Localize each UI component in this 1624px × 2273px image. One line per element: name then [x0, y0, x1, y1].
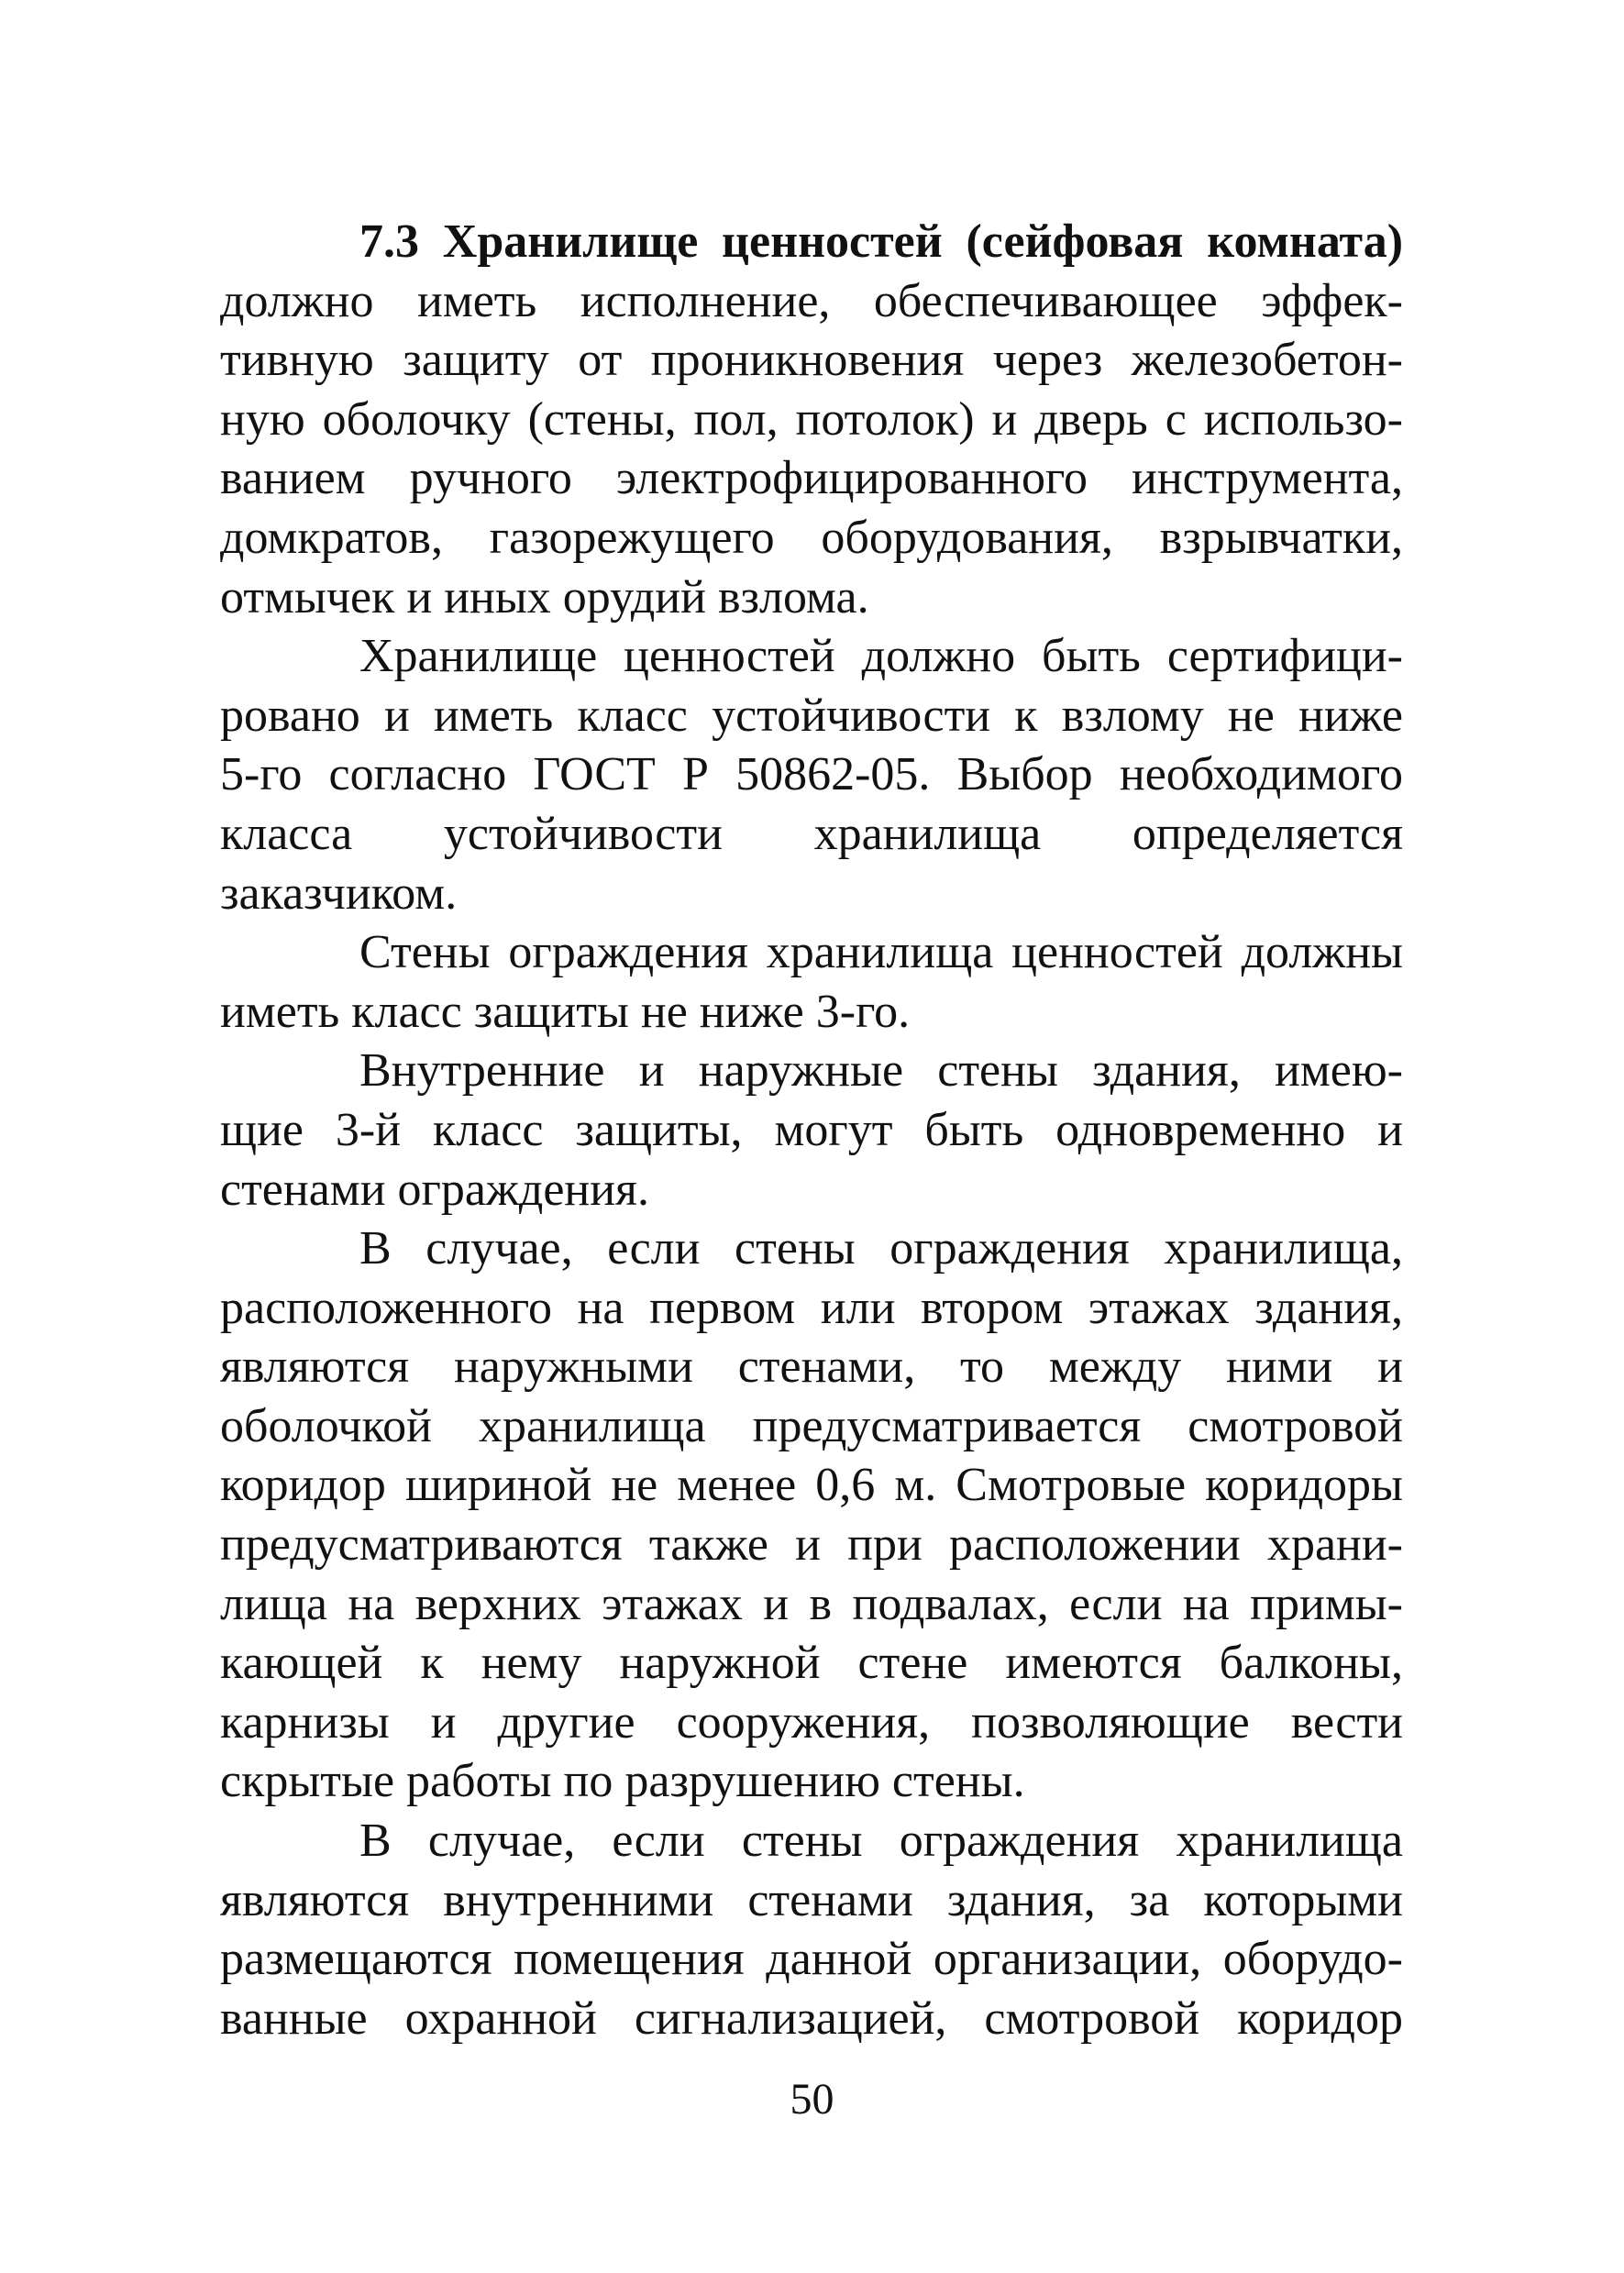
paragraph-first-line: В случае, если стены ограждения хранилища	[359, 1815, 1403, 1868]
text-line: являются внутренними стенами здания, за которыми	[220, 1873, 1403, 1926]
text-line: щие 3-й класс защиты, могут быть одновременно и	[220, 1103, 1403, 1156]
paragraph-first-line: Хранилище ценностей должно быть сертифици-	[359, 630, 1403, 683]
text-line: должно иметь исполнение, обеспечивающее эффек-	[220, 274, 1403, 327]
paragraph-first-line: В случае, если стены ограждения хранилища,	[359, 1222, 1403, 1275]
text-line: расположенного на первом или втором этажах здания,	[220, 1281, 1403, 1334]
section-title: Хранилище ценностей (сейфовая комната)	[442, 215, 1404, 268]
text-line: стенами ограждения.	[220, 1163, 649, 1216]
text-line: ванием ручного электрофицированного инструмента,	[220, 452, 1403, 505]
text-line: оболочкой хранилища предусматривается смотровой	[220, 1399, 1403, 1452]
text-line: ровано и иметь класс устойчивости к взлому не ниже	[220, 689, 1403, 742]
text-line: 5-го согласно ГОСТ Р 50862-05. Выбор необходимого	[220, 748, 1403, 801]
text-line: карнизы и другие сооружения, позволяющие вести	[220, 1695, 1403, 1749]
text-line: заказчиком.	[220, 866, 458, 920]
text-line: тивную защиту от проникновения через железобетон-	[220, 334, 1403, 387]
text-line: иметь класс защиты не ниже 3-го.	[220, 985, 911, 1038]
text-line: лища на верхних этажах и в подвалах, если на примы-	[220, 1577, 1403, 1630]
body-text	[220, 213, 1403, 2048]
text-line: класса устойчивости хранилища определяется	[220, 807, 1403, 860]
section-number: 7.3	[359, 215, 419, 268]
text-line: размещаются помещения данной организации, оборудо-	[220, 1933, 1403, 1986]
text-line: скрытые работы по разрушению стены.	[220, 1755, 1025, 1808]
section-heading-line	[220, 213, 1403, 272]
paragraph-first-line: Внутренние и наружные стены здания, имею-	[359, 1044, 1403, 1098]
text-line: ванные охранной сигнализацией, смотровой коридор	[220, 1992, 1403, 2045]
paragraph-first-line: Стены ограждения хранилища ценностей должны	[359, 926, 1403, 979]
text-line: отмычек и иных орудий взлома.	[220, 570, 869, 623]
text-line: ную оболочку (стены, пол, потолок) и дверь с использо-	[220, 392, 1403, 446]
text-line: предусматриваются также и при расположении храни-	[220, 1518, 1403, 1572]
page-number: 50	[790, 2075, 834, 2124]
text-line: коридор шириной не менее 0,6 м. Смотровые коридоры	[220, 1459, 1403, 1512]
text-line: кающей к нему наружной стене имеются балконы,	[220, 1637, 1403, 1690]
text-line: являются наружными стенами, то между ними и	[220, 1341, 1403, 1394]
text-line: домкратов, газорежущего оборудования, взрывчатки,	[220, 511, 1403, 564]
